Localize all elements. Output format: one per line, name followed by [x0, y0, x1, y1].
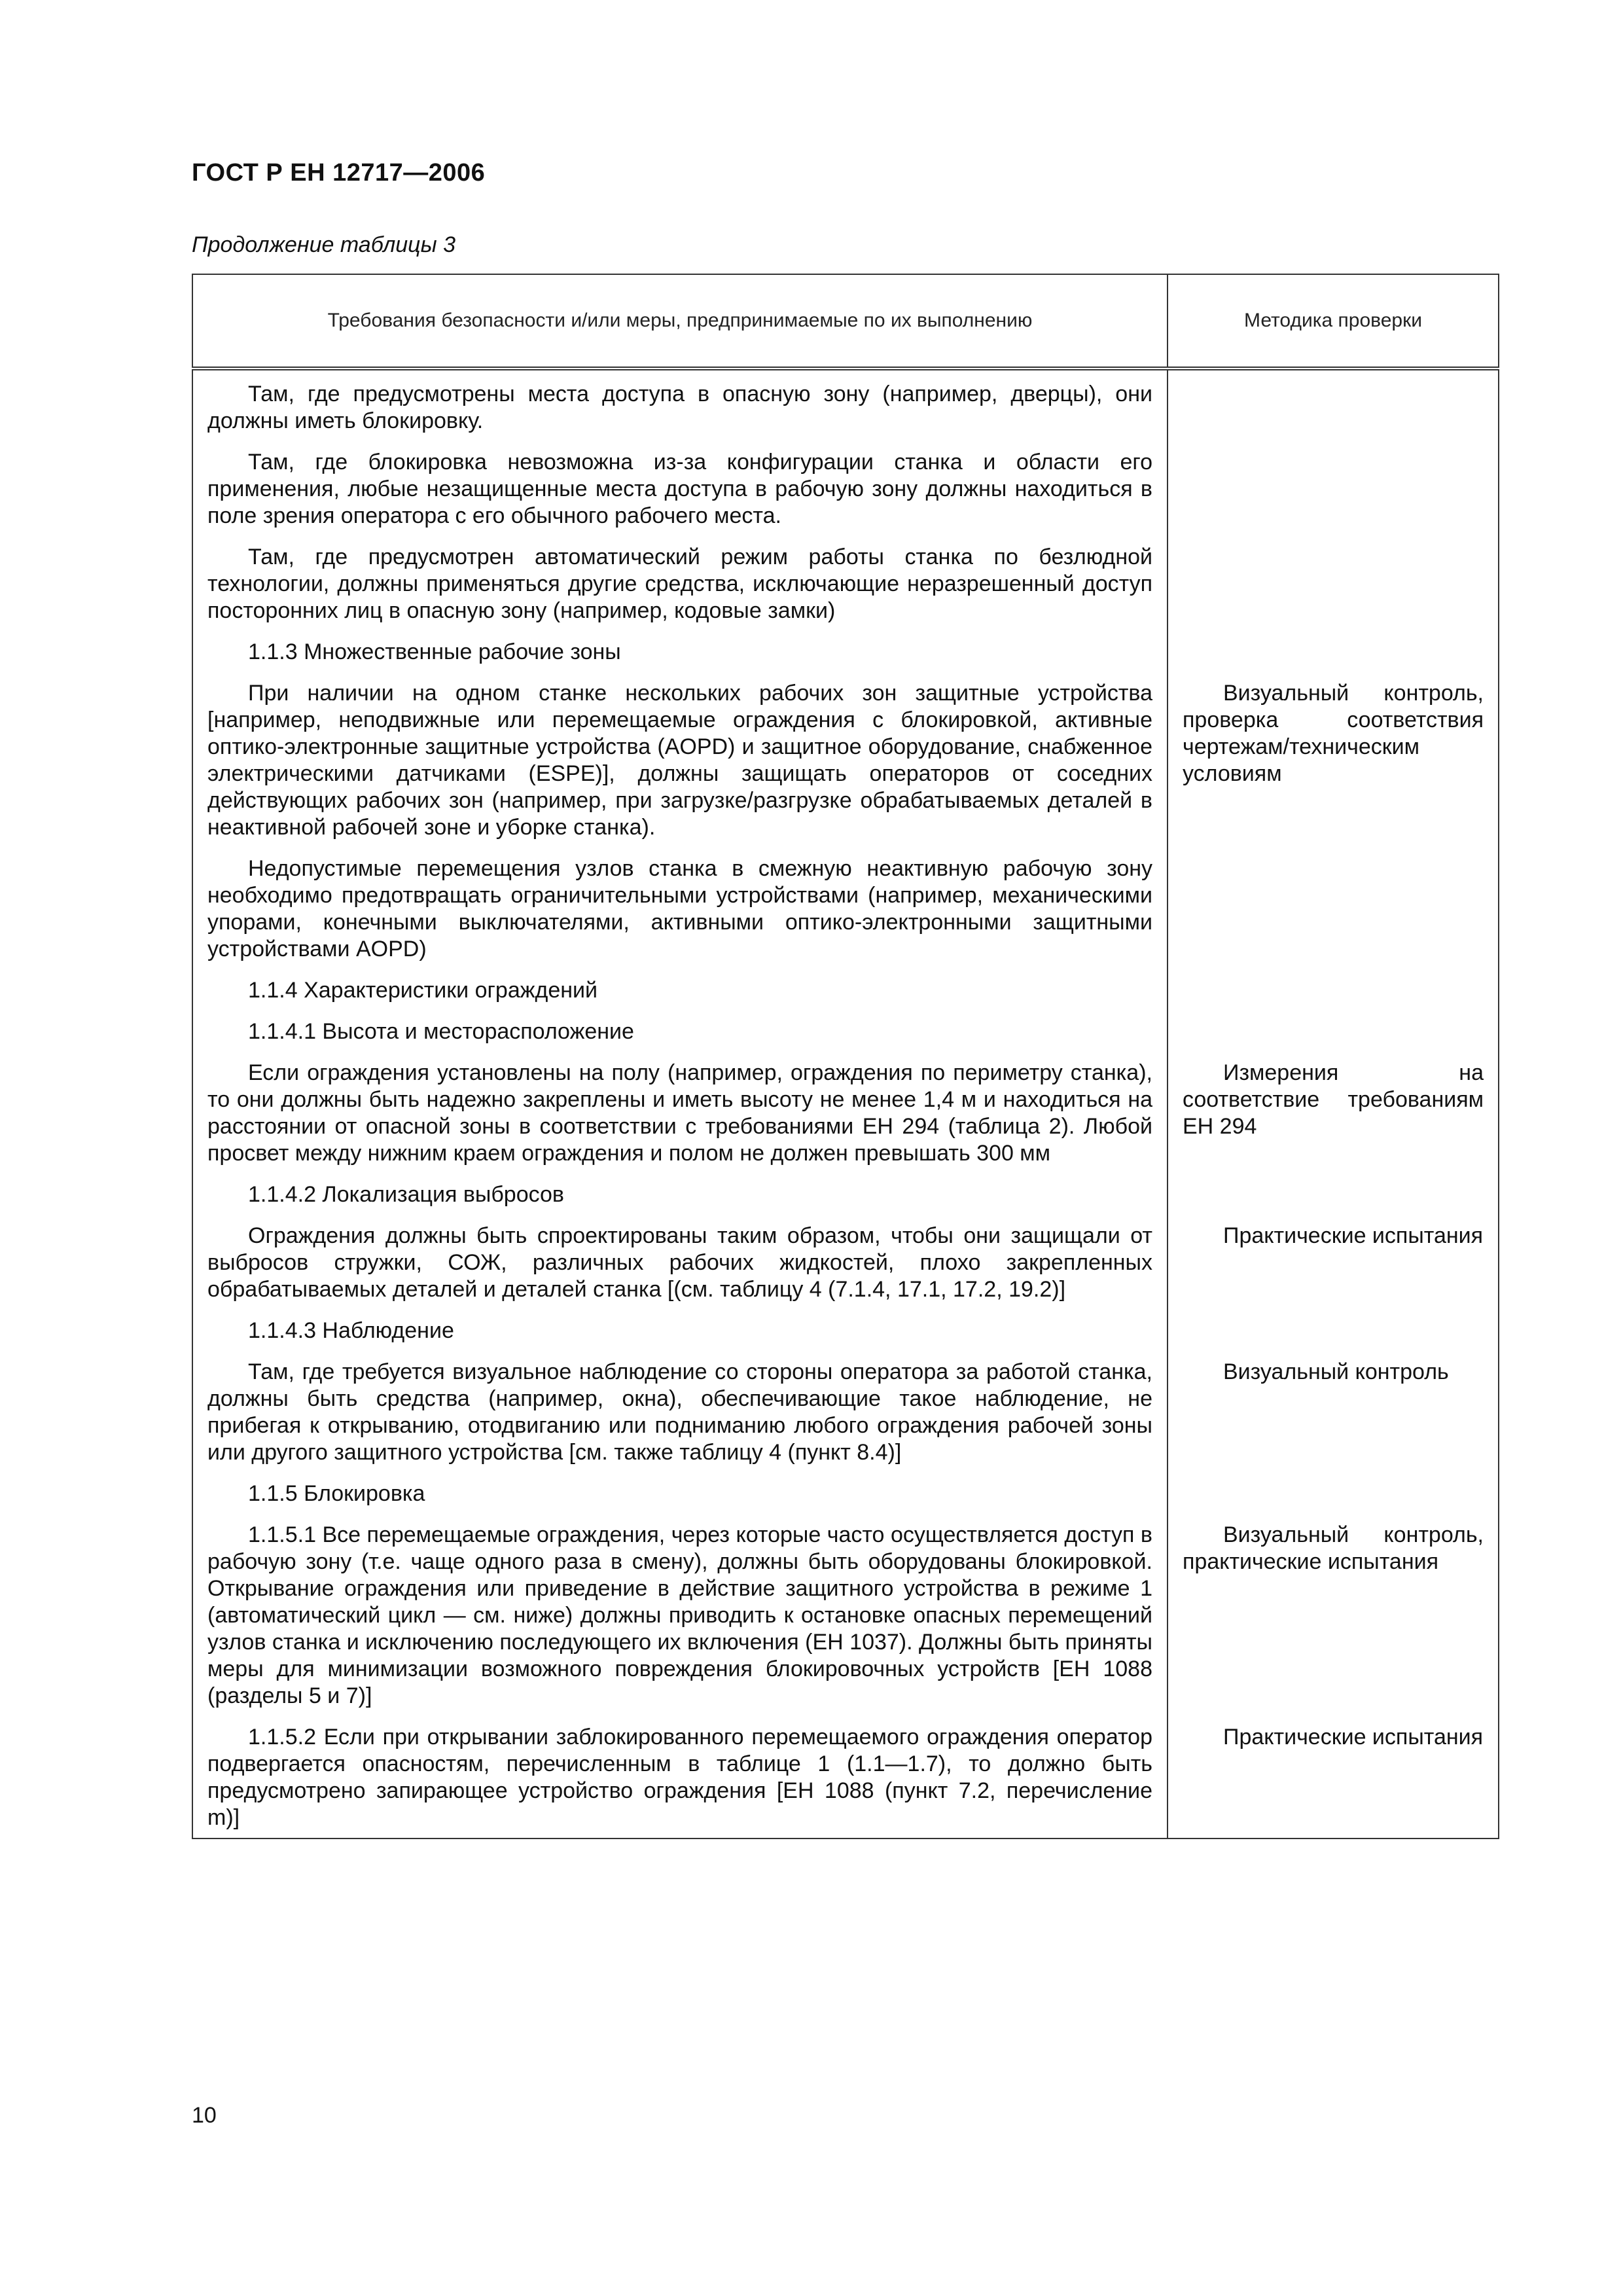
method-text: Практические испытания [1223, 1223, 1484, 1248]
requirement-text: При наличии на одном станке нескольких рабочих зон защитные устройства [например, неподвижные или перемещаемые ограждения с блокировкой, активные оптико-электронные защитные устройства (AOPD) и защитное оборудование, снабженное электрическими датчиками (ESPE)], должны защищать операторов от соседних действующих рабочих зон (например, при загрузке/разгрузке обрабатываемых деталей в неактивной рабочей зоне и уборке станка). [207, 681, 1152, 840]
table-row [192, 1018, 1499, 1060]
requirement-cell [192, 1318, 1168, 1359]
method-cell [1168, 368, 1499, 449]
method-cell [1168, 1359, 1499, 1480]
requirement-cell [192, 1223, 1168, 1318]
page-number: 10 [192, 2103, 217, 2128]
requirement-text: 1.1.4.1 Высота и месторасположение [248, 1019, 634, 1044]
requirement-cell [192, 977, 1168, 1018]
requirement-cell [192, 544, 1168, 639]
method-cell [1168, 1018, 1499, 1060]
requirement-cell [192, 1724, 1168, 1839]
requirements-table [192, 274, 1499, 1839]
requirement-cell [192, 639, 1168, 680]
requirement-text: Ограждения должны быть спроектированы таким образом, чтобы они защищали от выбросов стружки, СОЖ, различных рабочих жидкостей, плохо закрепленных обрабатываемых деталей и деталей станка [(см. таблицу 4 (7.1.4, 17.1, 17.2, 19.2)] [207, 1223, 1152, 1302]
table-row [192, 368, 1499, 449]
method-cell [1168, 1181, 1499, 1223]
requirement-cell [192, 1359, 1168, 1480]
method-cell [1168, 544, 1499, 639]
requirement-cell [192, 368, 1168, 449]
method-text: Визуальный контроль [1223, 1359, 1449, 1384]
table-continuation-label: Продолжение таблицы 3 [192, 232, 455, 257]
requirement-cell [192, 1060, 1168, 1181]
table-row [192, 855, 1499, 977]
column-header-requirements: Требования безопасности и/или меры, предпринимаемые по их выполнению [192, 274, 1168, 368]
method-cell [1168, 977, 1499, 1018]
requirement-cell [192, 1018, 1168, 1060]
method-cell [1168, 1522, 1499, 1724]
requirement-text: 1.1.3 Множественные рабочие зоны [248, 639, 621, 664]
requirement-text: 1.1.5.1 Все перемещаемые ограждения, через которые часто осуществляется доступ в рабочую зону (т.е. чаще одного раза в смену), должны быть оборудованы блокировкой. Открывание ограждения или приведение в действие защитного устройства в режиме 1 (автоматический цикл — см. ниже) должны приводить к остановке опасных перемещений узлов станка и исключению последующего их включения (ЕН 1037). Должны быть приняты меры для минимизации возможного повреждения блокировочных устройств [ЕН 1088 (разделы 5 и 7)] [207, 1522, 1152, 1708]
table-row [192, 1359, 1499, 1480]
method-text: Практические испытания [1223, 1725, 1484, 1749]
method-cell [1168, 680, 1499, 855]
method-cell [1168, 1480, 1499, 1522]
table-row [192, 1480, 1499, 1522]
method-cell [1168, 855, 1499, 977]
table-row [192, 639, 1499, 680]
table-header-row [192, 274, 1499, 368]
table-row [192, 1181, 1499, 1223]
requirement-text: Если ограждения установлены на полу (например, ограждения по периметру станка), то они должны быть надежно закреплены и иметь высоту не менее 1,4 м и находиться на расстоянии от опасной зоны в соответствии с требованиями ЕН 294 (таблица 2). Любой просвет между нижним краем ограждения и полом не должен превышать 300 мм [207, 1060, 1152, 1166]
method-text: Измерения на соответствие требованиям ЕН 294 [1183, 1060, 1484, 1139]
table-row [192, 977, 1499, 1018]
requirement-cell [192, 855, 1168, 977]
requirement-text: Там, где предусмотрен автоматический режим работы станка по безлюдной технологии, должны применяться другие средства, исключающие неразрешенный доступ посторонних лиц в опасную зону (например, кодовые замки) [207, 545, 1152, 623]
requirement-text: Недопустимые перемещения узлов станка в смежную неактивную рабочую зону необходимо предотвращать ограничительными устройствами (например, механическими упорами, конечными выключателями, активными оптико-электронными защитными устройствами AOPD) [207, 856, 1152, 961]
column-header-method: Методика проверки [1168, 274, 1499, 368]
table-body [192, 368, 1499, 1839]
table-row [192, 544, 1499, 639]
requirement-cell [192, 1480, 1168, 1522]
requirement-text: 1.1.5 Блокировка [248, 1481, 425, 1506]
table-row [192, 1318, 1499, 1359]
requirement-text: 1.1.5.2 Если при открывании заблокированного перемещаемого ограждения оператор подвергается опасностям, перечисленным в таблице 1 (1.1—1.7), то должно быть предусмотрено запирающее устройство ограждения [ЕН 1088 (пункт 7.2, перечисление m)] [207, 1725, 1152, 1830]
table-row [192, 1724, 1499, 1839]
table-row [192, 680, 1499, 855]
method-cell [1168, 639, 1499, 680]
table-row [192, 1060, 1499, 1181]
document-header: ГОСТ Р ЕН 12717—2006 [192, 159, 486, 187]
method-cell [1168, 1724, 1499, 1839]
requirement-text: Там, где требуется визуальное наблюдение со стороны оператора за работой станка, должны быть средства (например, окна), обеспечивающие такое наблюдение, не прибегая к открыванию, отодвиганию или подниманию любого ограждения рабочей зоны или другого защитного устройства [см. также таблицу 4 (пункт 8.4)] [207, 1359, 1152, 1465]
table-row [192, 449, 1499, 544]
method-text: Визуальный контроль, практические испытания [1183, 1522, 1484, 1574]
table-row [192, 1223, 1499, 1318]
requirement-text: Там, где предусмотрены места доступа в опасную зону (например, дверцы), они должны иметь блокировку. [207, 382, 1152, 433]
requirement-text: 1.1.4.2 Локализация выбросов [248, 1182, 564, 1207]
requirement-text: 1.1.4.3 Наблюдение [248, 1318, 454, 1343]
requirement-cell [192, 1181, 1168, 1223]
requirement-cell [192, 449, 1168, 544]
method-cell [1168, 1223, 1499, 1318]
method-cell [1168, 1318, 1499, 1359]
method-text: Визуальный контроль, проверка соответствия чертежам/техническим условиям [1183, 681, 1484, 786]
table-row [192, 1522, 1499, 1724]
method-cell [1168, 1060, 1499, 1181]
requirement-cell [192, 1522, 1168, 1724]
requirement-text: Там, где блокировка невозможна из-за конфигурации станка и области его применения, любые незащищенные места доступа в рабочую зону должны находиться в поле зрения оператора с его обычного рабочего места. [207, 450, 1152, 528]
requirement-text: 1.1.4 Характеристики ограждений [248, 978, 597, 1003]
method-cell [1168, 449, 1499, 544]
requirement-cell [192, 680, 1168, 855]
